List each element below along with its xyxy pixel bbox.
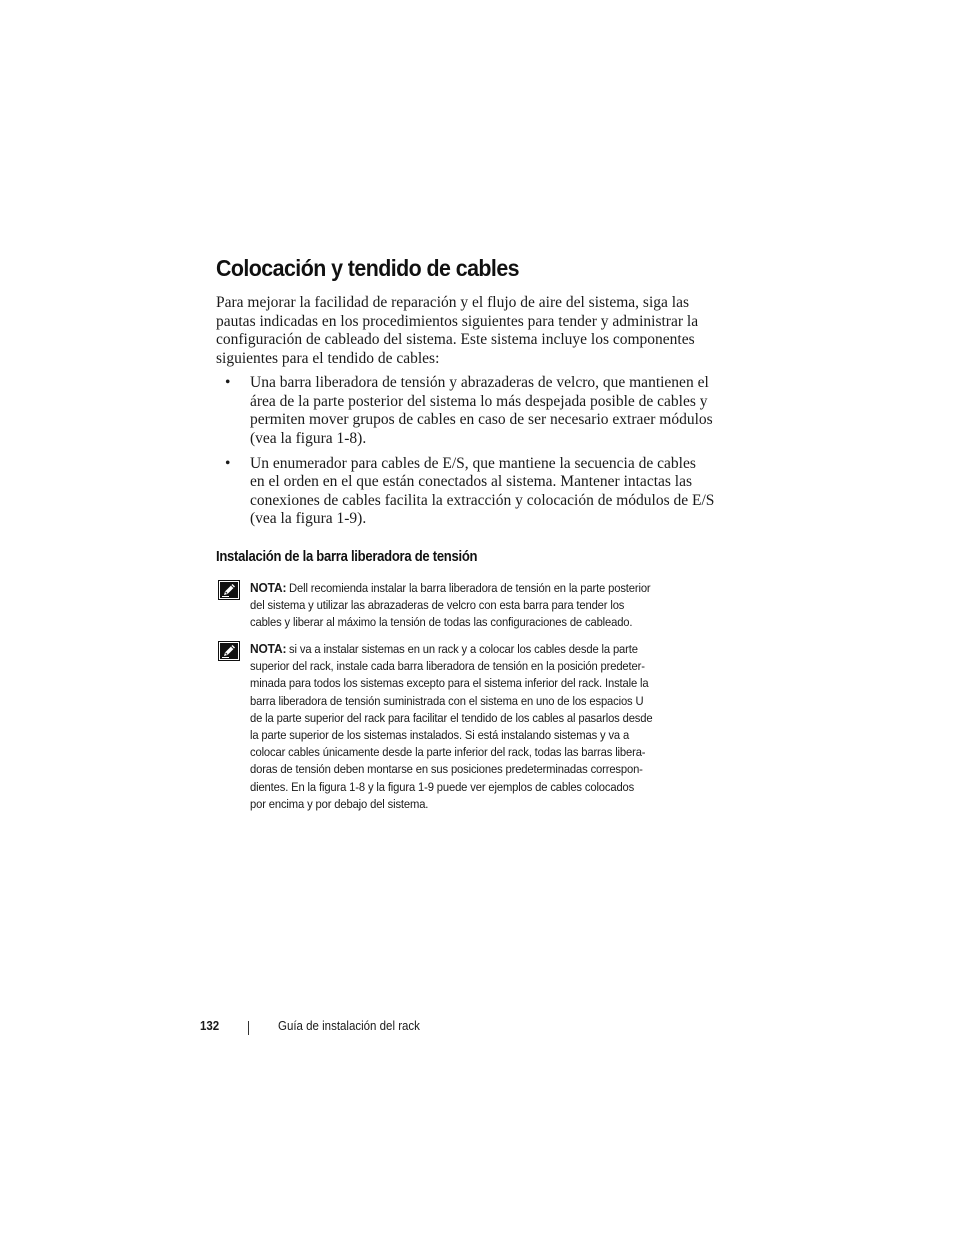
note-text <box>250 579 651 632</box>
note-line: de la parte superior del rack para facilitar el tendido de los cables al pasarlos desde <box>250 710 653 725</box>
section-title: Colocación y tendido de cables <box>216 255 520 281</box>
note-pencil-icon <box>218 641 240 661</box>
component-list <box>216 374 716 535</box>
intro-line: Para mejorar la facilidad de reparación y el flujo de aire del sistema, siga las <box>216 294 689 311</box>
note-label: NOTA: <box>250 580 287 595</box>
note-line: doras de tensión deben montarse en sus posiciones predeterminadas correspon- <box>250 762 643 777</box>
note-first-line <box>250 640 652 658</box>
list-item <box>216 455 716 529</box>
note-label: NOTA: <box>250 641 287 656</box>
page-number: 132 <box>200 1019 220 1033</box>
list-item-line: (vea la figura 1-9). <box>250 510 367 528</box>
intro-line: siguientes para el tendido de cables: <box>216 349 440 367</box>
note-first-line <box>250 579 651 597</box>
intro-paragraph <box>216 294 716 368</box>
list-item-line: área de la parte posterior del sistema lo más despejada posible de cables y <box>250 392 708 410</box>
note-pencil-icon <box>218 580 240 600</box>
note-line: superior del rack, instale cada barra liberadora de tensión en la posición predeter- <box>250 659 645 674</box>
note-line: la parte superior de los sistemas instalados. Si está instalando sistemas y va a <box>250 728 630 743</box>
note-line: colocar cables únicamente desde la parte inferior del rack, todas las barras libera- <box>250 745 646 760</box>
list-item-line: en el orden en el que están conectados al sistema. Mantener intactas las <box>250 473 693 491</box>
bullet-marker: • <box>225 454 231 472</box>
intro-line: pautas indicadas en los procedimientos siguientes para tender y administrar la <box>216 312 699 330</box>
subsection-title: Instalación de la barra liberadora de tensión <box>216 549 478 565</box>
list-item <box>216 374 716 448</box>
list-item-line: Un enumerador para cables de E/S, que mantiene la secuencia de cables <box>250 454 696 472</box>
bullet-marker: • <box>225 374 231 391</box>
footer-doc-title: Guía de instalación del rack <box>278 1019 420 1033</box>
note-line: por encima y por debajo del sistema. <box>250 796 429 811</box>
note-line: del sistema y utilizar las abrazaderas de velcro con esta barra para tender los <box>250 598 625 613</box>
footer-separator <box>248 1021 249 1035</box>
note-text <box>250 640 652 813</box>
note-line: si va a instalar sistemas en un rack y a colocar los cables desde la parte <box>289 642 638 656</box>
list-item-line: (vea la figura 1-8). <box>250 429 367 447</box>
list-item-line: conexiones de cables facilita la extracción y colocación de módulos de E/S <box>250 491 715 509</box>
note-block <box>216 640 716 815</box>
note-line: Dell recomienda instalar la barra liberadora de tensión en la parte posterior <box>289 581 651 595</box>
list-item-line: Una barra liberadora de tensión y abrazaderas de velcro, que mantienen el <box>250 374 709 391</box>
intro-line: configuración de cableado del sistema. Este sistema incluye los componentes <box>216 331 695 349</box>
note-line: minada para todos los sistemas excepto para el sistema inferior del rack. Instale la <box>250 676 649 691</box>
note-block <box>216 579 716 635</box>
note-line: dientes. En la figura 1-8 y la figura 1-9 puede ver ejemplos de cables colocados <box>250 779 635 794</box>
note-line: cables y liberar al máximo la tensión de todas las configuraciones de cableado. <box>250 615 633 630</box>
note-line: barra liberadora de tensión suministrada con el sistema en uno de los espacios U <box>250 693 644 708</box>
list-item-line: permiten mover grupos de cables en caso de ser necesario extraer módulos <box>250 411 713 429</box>
